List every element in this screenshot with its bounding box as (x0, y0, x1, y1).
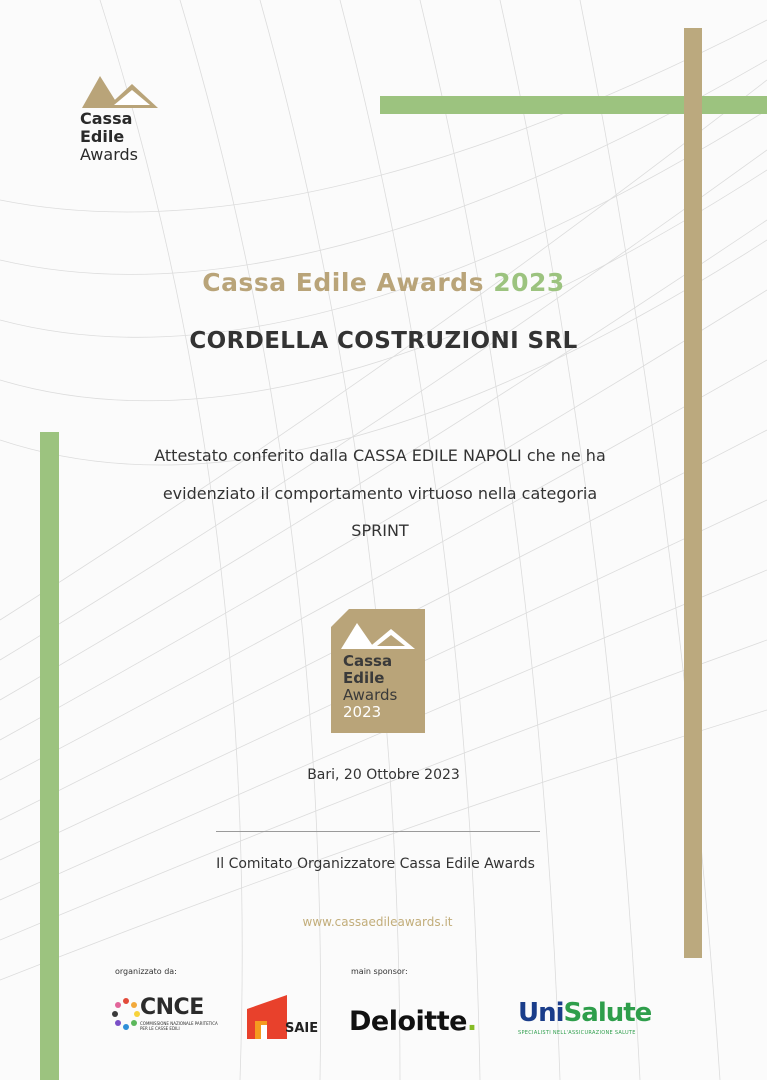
logo-text-awards: Awards (80, 145, 138, 164)
gold-accent-bar-right (684, 28, 702, 958)
deloitte-dot: . (466, 1006, 477, 1037)
recipient-company: CORDELLA COSTRUZIONI SRL (189, 328, 578, 354)
award-description (110, 437, 650, 550)
website-link[interactable]: www.cassaedileawards.it (302, 915, 453, 929)
logo-text-edile: Edile (80, 127, 125, 146)
signature-line (216, 831, 540, 832)
saie-name: SAIE (285, 1021, 319, 1036)
logo-text-cassa: Cassa (80, 109, 133, 128)
cnce-logo (112, 993, 222, 1039)
saie-mark-icon (247, 995, 287, 1039)
badge-text (343, 653, 397, 721)
page-title (0, 268, 767, 297)
title-year: 2023 (493, 268, 565, 297)
badge-text-cassa: Cassa (343, 652, 393, 670)
badge-text-edile: Edile (343, 669, 385, 687)
cnce-subtitle: COMMISSIONE NAZIONALE PARITETICA PER LE CASSE EDILI (140, 1021, 218, 1031)
roof-mountain-icon (80, 74, 160, 110)
unisalute-logo (518, 998, 652, 1036)
title-brand: Cassa Edile Awards (202, 268, 484, 297)
saie-logo (247, 995, 327, 1039)
unisalute-uni: Uni (518, 998, 564, 1028)
unisalute-tagline: SPECIALISTI NELL'ASSICURAZIONE SALUTE (518, 1030, 636, 1036)
green-accent-bar-top (380, 96, 767, 114)
unisalute-salute: Salute (563, 998, 652, 1028)
deloitte-logo (349, 1006, 477, 1037)
cnce-ring-icon (112, 995, 140, 1035)
cnce-name: CNCE (140, 995, 204, 1020)
main-sponsor-label: main sponsor: (351, 967, 408, 976)
awards-badge (331, 609, 425, 733)
badge-text-awards: Awards (343, 686, 398, 704)
organized-by-label: organizzato da: (115, 967, 177, 976)
award-date: Bari, 20 Ottobre 2023 (307, 767, 460, 783)
cassa-edile-awards-logo (80, 74, 170, 164)
badge-text-year: 2023 (343, 703, 382, 721)
description-line-3: SPRINT (351, 521, 409, 540)
description-line-1: Attestato conferito dalla CASSA EDILE NAPOLI che ne ha (154, 446, 606, 465)
deloitte-name: Deloitte (349, 1006, 467, 1037)
description-line-2: evidenziato il comportamento virtuoso nella categoria (162, 483, 598, 503)
signatory: Il Comitato Organizzatore Cassa Edile Awards (216, 856, 535, 872)
green-accent-bar-left (40, 432, 59, 1080)
